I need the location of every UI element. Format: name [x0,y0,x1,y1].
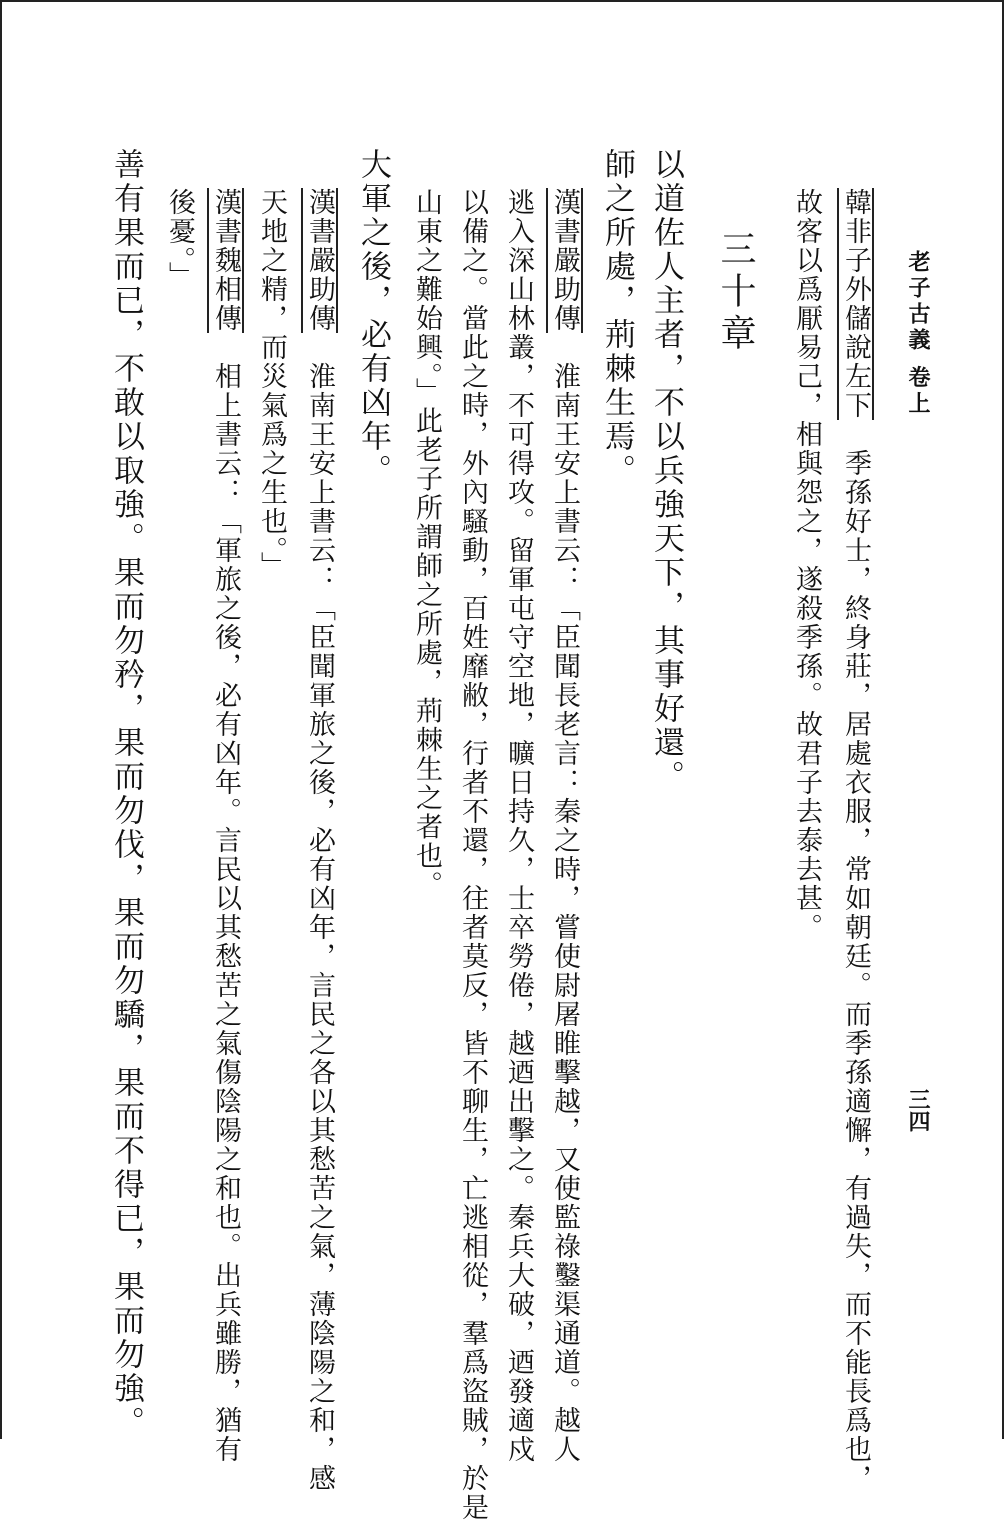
chapter-heading [715,230,756,530]
main-text: 善有果而已，不敢以取強。果而勿矜，果而勿伐，果而勿驕，果而不得已，果而勿強。 [108,148,144,1440]
main-text: 以道佐人主者，不以兵強天下，其事好還。 [648,148,684,794]
source-citation: 漢書魏相傳 [207,188,244,333]
column-text: 故客以爲厭易己，相與怨之，遂殺季孫。故君子去泰去甚。 [791,188,822,942]
column-text: 逃入深山林叢，不可得攻。留軍屯守空地，曠日持久，士卒勞倦，越迺出擊之。秦兵大破，迺發適戍 [503,188,534,1464]
source-citation: 韓非子外儲說左下 [837,188,874,420]
page-frame-left [0,0,2,1439]
commentary-column-7 [210,188,241,1464]
commentary-column-6 [258,188,285,1318]
column-text: 後憂。」 [164,188,195,291]
page-frame-top [0,0,1004,2]
source-citation: 漢書嚴助傳 [301,188,338,333]
page-number: 三四 [905,1088,931,1132]
commentary-column-4 [413,188,440,1318]
column-text: 相上書云：「軍旅之後，必有凶年。言民以其愁苦之氣傷陰陽之和也。出兵雖勝，猶有 [210,333,241,1464]
chapter-title: 三十章 [715,230,756,356]
main-text: 師之所處，荊棘生焉。 [599,148,635,488]
text-column-2 [793,188,820,1318]
main-text-column-3 [355,148,391,1318]
column-text: 淮南王安上書云：「臣聞長老言：秦之時，嘗使尉屠睢擊越，又使監祿鑿渠通道。越人 [549,333,580,1464]
text-column-1 [840,188,871,1493]
column-text: 山東之難始興。」此老子所謂師之所處，荊棘生之者也。 [411,188,442,900]
commentary-column-8 [166,188,193,488]
column-text: 季孫好士，終身莊，居處衣服，常如朝廷。而季孫適懈，有過失，而不能長爲也， [840,420,871,1493]
commentary-column-2 [503,188,534,1464]
running-header-title: 老子古義 卷上 [905,250,931,418]
commentary-column-5 [304,188,335,1493]
commentary-column-1 [549,188,580,1464]
commentary-column-3 [457,188,488,1522]
main-text-column-2 [599,148,635,1318]
main-text-column-1 [648,148,684,1318]
main-text: 大軍之後，必有凶年。 [355,148,391,488]
source-citation: 漢書嚴助傳 [546,188,583,333]
column-text: 以備之。當此之時，外內騷動，百姓靡敝，行者不還，往者莫反，皆不聊生，亡逃相從，羣爲盜賊，於是 [457,188,488,1522]
main-text-column-4 [108,148,144,1440]
column-text: 天地之精，而災氣爲之生也。」 [256,188,287,581]
column-text: 淮南王安上書云：「臣聞軍旅之後，必有凶年，言民之各以其愁苦之氣，薄陰陽之和，感 [304,333,335,1493]
